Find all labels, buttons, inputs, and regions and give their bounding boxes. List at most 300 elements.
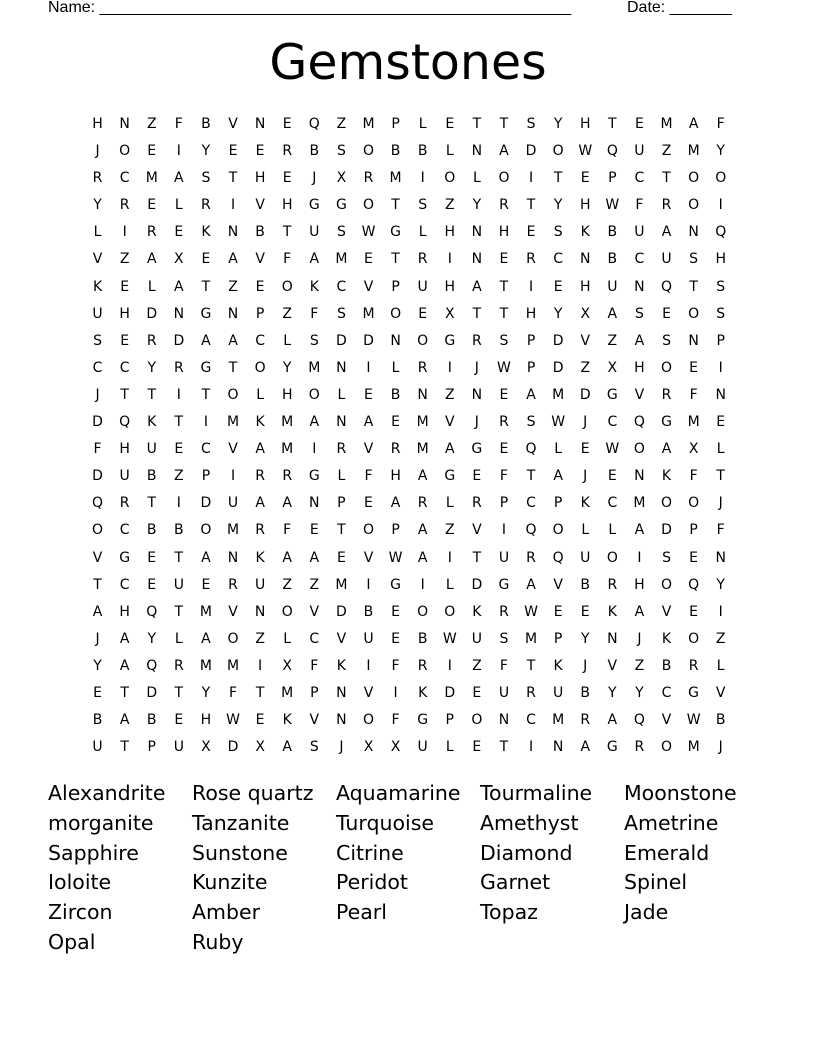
grid-cell[interactable]: S bbox=[526, 116, 536, 132]
grid-cell[interactable]: T bbox=[174, 603, 184, 620]
grid-cell[interactable]: K bbox=[607, 603, 617, 620]
grid-cell[interactable]: Y bbox=[282, 359, 292, 376]
grid-cell[interactable]: A bbox=[228, 332, 238, 349]
grid-cell[interactable]: H bbox=[200, 712, 212, 729]
grid-cell[interactable]: T bbox=[608, 116, 617, 132]
grid-cell[interactable]: V bbox=[255, 251, 265, 268]
grid-cell[interactable]: N bbox=[579, 251, 591, 268]
grid-cell[interactable]: E bbox=[391, 414, 400, 431]
grid-cell[interactable]: R bbox=[201, 197, 211, 214]
grid-cell[interactable]: L bbox=[256, 386, 265, 403]
grid-cell[interactable]: A bbox=[146, 251, 157, 268]
grid-cell[interactable]: K bbox=[661, 468, 672, 485]
grid-cell[interactable]: E bbox=[255, 143, 265, 160]
grid-cell[interactable]: E bbox=[499, 441, 509, 458]
grid-cell[interactable]: C bbox=[119, 576, 130, 593]
grid-cell[interactable]: X bbox=[201, 739, 211, 756]
grid-cell[interactable]: O bbox=[417, 332, 429, 349]
grid-cell[interactable]: S bbox=[309, 332, 319, 349]
grid-cell[interactable]: J bbox=[474, 359, 479, 376]
grid-cell[interactable]: D bbox=[146, 684, 158, 701]
grid-cell[interactable]: R bbox=[580, 712, 591, 729]
grid-cell[interactable]: E bbox=[174, 712, 184, 729]
grid-cell[interactable]: L bbox=[554, 441, 563, 458]
grid-cell[interactable]: Y bbox=[553, 116, 563, 132]
grid-cell[interactable]: A bbox=[228, 251, 238, 268]
grid-cell[interactable]: U bbox=[92, 739, 103, 756]
grid-cell[interactable]: S bbox=[336, 305, 346, 322]
grid-cell[interactable]: X bbox=[390, 739, 401, 756]
grid-cell[interactable]: A bbox=[201, 549, 211, 566]
grid-cell[interactable]: H bbox=[634, 576, 645, 593]
grid-cell[interactable]: E bbox=[147, 549, 157, 566]
grid-cell[interactable]: N bbox=[173, 305, 185, 322]
grid-cell[interactable]: E bbox=[282, 170, 292, 187]
grid-cell[interactable]: M bbox=[281, 414, 294, 431]
grid-cell[interactable]: E bbox=[662, 305, 671, 322]
grid-cell[interactable]: H bbox=[281, 386, 293, 403]
grid-cell[interactable]: A bbox=[282, 549, 292, 566]
grid-cell[interactable]: I bbox=[528, 170, 534, 187]
grid-cell[interactable]: L bbox=[147, 278, 156, 295]
grid-cell[interactable]: X bbox=[282, 657, 292, 674]
grid-cell[interactable]: P bbox=[553, 630, 563, 647]
grid-cell[interactable]: Y bbox=[472, 197, 482, 214]
grid-cell[interactable]: L bbox=[445, 495, 454, 512]
grid-cell[interactable]: T bbox=[526, 657, 536, 674]
grid-cell[interactable]: H bbox=[715, 251, 726, 268]
grid-cell[interactable]: N bbox=[336, 712, 347, 729]
grid-cell[interactable]: P bbox=[147, 739, 156, 756]
grid-cell[interactable]: E bbox=[336, 549, 346, 566]
grid-cell[interactable]: N bbox=[417, 386, 428, 403]
grid-cell[interactable]: I bbox=[230, 197, 236, 214]
grid-cell[interactable]: J bbox=[95, 386, 100, 403]
grid-cell[interactable]: Z bbox=[472, 657, 482, 674]
grid-cell[interactable]: F bbox=[283, 522, 292, 539]
grid-cell[interactable]: N bbox=[634, 468, 645, 485]
grid-cell[interactable]: B bbox=[417, 143, 428, 160]
grid-cell[interactable]: B bbox=[607, 224, 618, 241]
grid-cell[interactable]: Z bbox=[444, 522, 455, 539]
grid-cell[interactable]: E bbox=[689, 549, 699, 566]
grid-cell[interactable]: A bbox=[174, 278, 184, 295]
grid-cell[interactable]: K bbox=[92, 278, 103, 295]
grid-cell[interactable]: B bbox=[146, 712, 157, 729]
grid-cell[interactable]: U bbox=[580, 549, 591, 566]
grid-cell[interactable]: Z bbox=[634, 657, 645, 674]
grid-cell[interactable]: T bbox=[201, 278, 211, 295]
grid-cell[interactable]: M bbox=[281, 441, 294, 458]
grid-cell[interactable]: S bbox=[553, 224, 563, 241]
grid-cell[interactable]: R bbox=[526, 684, 536, 701]
grid-cell[interactable]: A bbox=[282, 495, 292, 512]
grid-cell[interactable]: A bbox=[417, 468, 428, 485]
grid-cell[interactable]: E bbox=[364, 495, 373, 512]
grid-cell[interactable]: C bbox=[661, 684, 672, 701]
grid-cell[interactable]: T bbox=[689, 278, 698, 295]
grid-cell[interactable]: C bbox=[255, 332, 265, 349]
grid-cell[interactable]: M bbox=[199, 603, 212, 620]
grid-cell[interactable]: I bbox=[718, 359, 723, 376]
grid-cell[interactable]: G bbox=[661, 414, 672, 431]
grid-cell[interactable]: H bbox=[444, 224, 456, 241]
grid-cell[interactable]: P bbox=[716, 332, 725, 349]
grid-cell[interactable]: E bbox=[391, 630, 400, 647]
grid-cell[interactable]: F bbox=[310, 657, 319, 674]
grid-cell[interactable]: X bbox=[363, 739, 374, 756]
grid-cell[interactable]: F bbox=[228, 684, 238, 701]
grid-cell[interactable]: J bbox=[339, 739, 344, 756]
grid-cell[interactable]: P bbox=[255, 305, 265, 322]
grid-cell[interactable]: V bbox=[472, 522, 482, 539]
grid-cell[interactable]: N bbox=[688, 224, 699, 241]
grid-cell[interactable]: Q bbox=[92, 495, 104, 512]
grid-cell[interactable]: Z bbox=[228, 278, 238, 295]
grid-cell[interactable]: O bbox=[200, 522, 212, 539]
grid-cell[interactable]: N bbox=[715, 386, 726, 403]
grid-cell[interactable]: R bbox=[607, 576, 618, 593]
grid-cell[interactable]: A bbox=[634, 332, 645, 349]
grid-cell[interactable]: D bbox=[579, 386, 591, 403]
grid-cell[interactable]: A bbox=[390, 495, 401, 512]
grid-cell[interactable]: R bbox=[255, 468, 265, 485]
grid-cell[interactable]: L bbox=[283, 332, 292, 349]
grid-cell[interactable]: E bbox=[120, 278, 130, 295]
grid-cell[interactable]: B bbox=[174, 522, 184, 539]
grid-cell[interactable]: I bbox=[122, 224, 127, 241]
grid-cell[interactable]: V bbox=[444, 414, 455, 431]
grid-cell[interactable]: W bbox=[442, 630, 457, 647]
grid-cell[interactable]: Q bbox=[688, 576, 700, 593]
grid-cell[interactable]: A bbox=[174, 170, 184, 187]
grid-cell[interactable]: L bbox=[716, 441, 725, 458]
grid-cell[interactable]: H bbox=[444, 278, 456, 295]
grid-cell[interactable]: O bbox=[444, 170, 456, 187]
grid-cell[interactable]: U bbox=[498, 549, 510, 566]
grid-cell[interactable]: R bbox=[363, 170, 374, 187]
grid-cell[interactable]: H bbox=[92, 116, 103, 132]
grid-cell[interactable]: H bbox=[634, 359, 645, 376]
grid-cell[interactable]: E bbox=[526, 224, 536, 241]
grid-cell[interactable]: C bbox=[119, 522, 130, 539]
grid-cell[interactable]: W bbox=[226, 712, 240, 729]
grid-cell[interactable]: R bbox=[119, 495, 130, 512]
grid-cell[interactable]: R bbox=[282, 468, 293, 485]
grid-cell[interactable]: S bbox=[499, 630, 509, 647]
grid-cell[interactable]: I bbox=[176, 143, 181, 160]
grid-cell[interactable]: L bbox=[283, 630, 292, 647]
grid-cell[interactable]: O bbox=[633, 441, 645, 458]
grid-cell[interactable]: E bbox=[499, 251, 509, 268]
grid-cell[interactable]: W bbox=[605, 197, 620, 214]
grid-cell[interactable]: K bbox=[309, 278, 319, 295]
grid-cell[interactable]: Q bbox=[146, 657, 158, 674]
grid-cell[interactable]: C bbox=[526, 712, 536, 729]
grid-cell[interactable]: L bbox=[716, 657, 725, 674]
grid-cell[interactable]: Q bbox=[606, 143, 618, 160]
grid-cell[interactable]: J bbox=[583, 657, 588, 674]
grid-cell[interactable]: E bbox=[255, 278, 265, 295]
grid-cell[interactable]: I bbox=[447, 359, 452, 376]
grid-cell[interactable]: L bbox=[445, 143, 454, 160]
grid-cell[interactable]: J bbox=[312, 170, 317, 187]
grid-cell[interactable]: R bbox=[146, 224, 157, 241]
grid-cell[interactable]: Y bbox=[201, 143, 211, 160]
grid-cell[interactable]: A bbox=[119, 712, 130, 729]
grid-cell[interactable]: I bbox=[366, 576, 371, 593]
grid-cell[interactable]: V bbox=[363, 684, 374, 701]
grid-cell[interactable]: W bbox=[551, 414, 566, 431]
grid-cell[interactable]: Q bbox=[525, 522, 537, 539]
grid-cell[interactable]: D bbox=[227, 739, 239, 756]
grid-cell[interactable]: I bbox=[528, 278, 534, 295]
grid-cell[interactable]: A bbox=[417, 549, 428, 566]
grid-cell[interactable]: Q bbox=[552, 549, 564, 566]
grid-cell[interactable]: O bbox=[606, 549, 618, 566]
grid-cell[interactable]: A bbox=[607, 712, 618, 729]
grid-cell[interactable]: A bbox=[580, 739, 591, 756]
grid-cell[interactable]: Z bbox=[282, 305, 292, 322]
grid-cell[interactable]: Y bbox=[716, 143, 725, 160]
grid-cell[interactable]: V bbox=[309, 712, 320, 729]
grid-cell[interactable]: W bbox=[686, 712, 701, 729]
grid-cell[interactable]: M bbox=[687, 739, 700, 756]
grid-cell[interactable]: E bbox=[174, 441, 184, 458]
grid-cell[interactable]: E bbox=[120, 332, 130, 349]
grid-cell[interactable]: J bbox=[718, 495, 723, 512]
grid-cell[interactable]: D bbox=[92, 468, 103, 485]
grid-cell[interactable]: B bbox=[580, 684, 591, 701]
grid-cell[interactable]: U bbox=[607, 278, 618, 295]
grid-cell[interactable]: O bbox=[661, 739, 673, 756]
grid-cell[interactable]: C bbox=[119, 170, 130, 187]
grid-cell[interactable]: Z bbox=[580, 359, 591, 376]
grid-cell[interactable]: A bbox=[661, 441, 672, 458]
grid-cell[interactable]: A bbox=[661, 224, 672, 241]
grid-cell[interactable]: F bbox=[499, 468, 508, 485]
grid-cell[interactable]: J bbox=[583, 414, 588, 431]
grid-cell[interactable]: R bbox=[661, 386, 672, 403]
grid-cell[interactable]: V bbox=[255, 197, 265, 214]
grid-cell[interactable]: E bbox=[201, 251, 211, 268]
grid-cell[interactable]: T bbox=[526, 468, 536, 485]
grid-cell[interactable]: I bbox=[420, 576, 425, 593]
grid-cell[interactable]: X bbox=[255, 739, 265, 756]
grid-cell[interactable]: O bbox=[227, 630, 239, 647]
grid-cell[interactable]: S bbox=[201, 170, 211, 187]
grid-cell[interactable]: M bbox=[226, 522, 240, 539]
grid-cell[interactable]: L bbox=[337, 468, 346, 485]
grid-cell[interactable]: R bbox=[336, 441, 347, 458]
grid-cell[interactable]: N bbox=[309, 495, 320, 512]
grid-cell[interactable]: E bbox=[228, 143, 238, 160]
grid-cell[interactable]: N bbox=[227, 549, 239, 566]
grid-cell[interactable]: Z bbox=[607, 332, 618, 349]
grid-cell[interactable]: P bbox=[689, 522, 698, 539]
grid-cell[interactable]: D bbox=[363, 332, 374, 349]
grid-cell[interactable]: N bbox=[715, 549, 726, 566]
grid-cell[interactable]: B bbox=[363, 603, 374, 620]
grid-cell[interactable]: F bbox=[283, 251, 292, 268]
grid-cell[interactable]: M bbox=[281, 684, 294, 701]
grid-cell[interactable]: R bbox=[417, 359, 428, 376]
grid-cell[interactable]: H bbox=[119, 603, 130, 620]
grid-cell[interactable]: I bbox=[203, 414, 208, 431]
grid-cell[interactable]: O bbox=[362, 197, 374, 214]
grid-cell[interactable]: T bbox=[391, 197, 400, 214]
grid-cell[interactable]: Q bbox=[146, 603, 158, 620]
grid-cell[interactable]: N bbox=[607, 630, 618, 647]
grid-cell[interactable]: S bbox=[336, 143, 346, 160]
grid-cell[interactable]: I bbox=[637, 549, 642, 566]
grid-cell[interactable]: M bbox=[226, 657, 240, 674]
grid-cell[interactable]: U bbox=[227, 495, 239, 512]
grid-cell[interactable]: I bbox=[176, 495, 181, 512]
grid-cell[interactable]: M bbox=[308, 359, 321, 376]
grid-cell[interactable]: W bbox=[497, 359, 511, 376]
grid-cell[interactable]: G bbox=[335, 197, 347, 214]
grid-cell[interactable]: R bbox=[255, 522, 265, 539]
grid-cell[interactable]: Y bbox=[147, 359, 157, 376]
grid-cell[interactable]: B bbox=[255, 224, 265, 241]
grid-cell[interactable]: G bbox=[471, 441, 483, 458]
grid-cell[interactable]: V bbox=[92, 251, 103, 268]
grid-cell[interactable]: H bbox=[579, 197, 591, 214]
grid-cell[interactable]: I bbox=[718, 603, 723, 620]
grid-cell[interactable]: O bbox=[281, 603, 293, 620]
grid-cell[interactable]: B bbox=[580, 576, 591, 593]
grid-cell[interactable]: E bbox=[634, 116, 644, 132]
grid-cell[interactable]: H bbox=[579, 116, 591, 132]
grid-cell[interactable]: K bbox=[255, 414, 265, 431]
grid-cell[interactable]: Q bbox=[525, 441, 537, 458]
grid-cell[interactable]: O bbox=[715, 170, 727, 187]
grid-cell[interactable]: I bbox=[718, 197, 723, 214]
grid-cell[interactable]: P bbox=[445, 712, 454, 729]
grid-cell[interactable]: C bbox=[634, 170, 645, 187]
grid-cell[interactable]: O bbox=[417, 603, 429, 620]
grid-cell[interactable]: T bbox=[228, 170, 238, 187]
grid-cell[interactable]: T bbox=[499, 305, 509, 322]
grid-cell[interactable]: U bbox=[634, 224, 645, 241]
grid-cell[interactable]: E bbox=[580, 441, 590, 458]
grid-cell[interactable]: A bbox=[309, 549, 320, 566]
grid-cell[interactable]: T bbox=[174, 684, 184, 701]
grid-cell[interactable]: V bbox=[661, 603, 672, 620]
grid-cell[interactable]: Z bbox=[146, 116, 157, 132]
grid-cell[interactable]: A bbox=[119, 630, 130, 647]
grid-cell[interactable]: V bbox=[363, 441, 374, 458]
grid-cell[interactable]: V bbox=[228, 603, 238, 620]
grid-cell[interactable]: D bbox=[146, 305, 158, 322]
grid-cell[interactable]: A bbox=[526, 576, 536, 593]
grid-cell[interactable]: D bbox=[200, 495, 212, 512]
grid-cell[interactable]: V bbox=[363, 278, 374, 295]
grid-cell[interactable]: R bbox=[119, 197, 130, 214]
grid-cell[interactable]: O bbox=[308, 386, 320, 403]
grid-cell[interactable]: M bbox=[687, 143, 700, 160]
grid-cell[interactable]: G bbox=[200, 305, 212, 322]
grid-cell[interactable]: C bbox=[607, 414, 618, 431]
grid-cell[interactable]: Z bbox=[444, 386, 455, 403]
grid-cell[interactable]: O bbox=[552, 143, 564, 160]
grid-cell[interactable]: T bbox=[282, 224, 292, 241]
grid-cell[interactable]: I bbox=[366, 359, 371, 376]
grid-cell[interactable]: R bbox=[471, 332, 482, 349]
grid-cell[interactable]: X bbox=[174, 251, 184, 268]
grid-cell[interactable]: V bbox=[336, 630, 347, 647]
grid-cell[interactable]: C bbox=[119, 359, 130, 376]
grid-cell[interactable]: L bbox=[445, 739, 454, 756]
grid-cell[interactable]: I bbox=[258, 657, 263, 674]
grid-cell[interactable]: J bbox=[95, 143, 100, 160]
grid-cell[interactable]: X bbox=[607, 359, 618, 376]
grid-cell[interactable]: M bbox=[335, 251, 348, 268]
grid-cell[interactable]: O bbox=[362, 712, 374, 729]
grid-cell[interactable]: B bbox=[661, 657, 672, 674]
grid-cell[interactable]: O bbox=[661, 495, 673, 512]
grid-cell[interactable]: L bbox=[93, 224, 102, 241]
grid-cell[interactable]: H bbox=[498, 224, 510, 241]
grid-cell[interactable]: A bbox=[119, 657, 130, 674]
grid-cell[interactable]: L bbox=[337, 386, 346, 403]
grid-cell[interactable]: A bbox=[255, 495, 265, 512]
grid-cell[interactable]: A bbox=[363, 414, 374, 431]
grid-cell[interactable]: U bbox=[173, 576, 184, 593]
grid-cell[interactable]: W bbox=[524, 603, 538, 620]
grid-cell[interactable]: A bbox=[688, 116, 699, 132]
grid-cell[interactable]: U bbox=[634, 143, 645, 160]
grid-cell[interactable]: K bbox=[282, 712, 292, 729]
grid-cell[interactable]: D bbox=[525, 143, 537, 160]
grid-cell[interactable]: E bbox=[472, 684, 482, 701]
grid-cell[interactable]: B bbox=[146, 468, 157, 485]
grid-cell[interactable]: A bbox=[282, 739, 292, 756]
grid-cell[interactable]: T bbox=[228, 359, 238, 376]
grid-cell[interactable]: U bbox=[119, 468, 130, 485]
grid-cell[interactable]: T bbox=[201, 386, 211, 403]
grid-cell[interactable]: I bbox=[447, 549, 452, 566]
grid-cell[interactable]: A bbox=[499, 143, 509, 160]
grid-cell[interactable]: A bbox=[309, 414, 320, 431]
grid-cell[interactable]: I bbox=[230, 468, 236, 485]
grid-cell[interactable]: L bbox=[418, 224, 427, 241]
grid-cell[interactable]: M bbox=[687, 414, 700, 431]
grid-cell[interactable]: M bbox=[362, 305, 375, 322]
grid-cell[interactable]: Z bbox=[119, 251, 130, 268]
grid-cell[interactable]: U bbox=[363, 630, 374, 647]
grid-cell[interactable]: T bbox=[526, 197, 536, 214]
grid-cell[interactable]: N bbox=[227, 224, 239, 241]
grid-cell[interactable]: K bbox=[553, 657, 563, 674]
grid-cell[interactable]: T bbox=[174, 414, 184, 431]
grid-cell[interactable]: N bbox=[634, 278, 645, 295]
grid-cell[interactable]: O bbox=[688, 630, 700, 647]
grid-cell[interactable]: R bbox=[661, 197, 672, 214]
grid-cell[interactable]: R bbox=[228, 576, 238, 593]
grid-cell[interactable]: V bbox=[607, 657, 618, 674]
grid-cell[interactable]: Z bbox=[661, 143, 672, 160]
grid-cell[interactable]: T bbox=[120, 684, 129, 701]
grid-cell[interactable]: C bbox=[634, 251, 645, 268]
grid-cell[interactable]: A bbox=[444, 441, 455, 458]
grid-cell[interactable]: H bbox=[119, 441, 130, 458]
grid-cell[interactable]: D bbox=[173, 332, 185, 349]
grid-cell[interactable]: T bbox=[553, 170, 563, 187]
grid-cell[interactable]: P bbox=[526, 332, 536, 349]
grid-cell[interactable]: T bbox=[472, 549, 482, 566]
